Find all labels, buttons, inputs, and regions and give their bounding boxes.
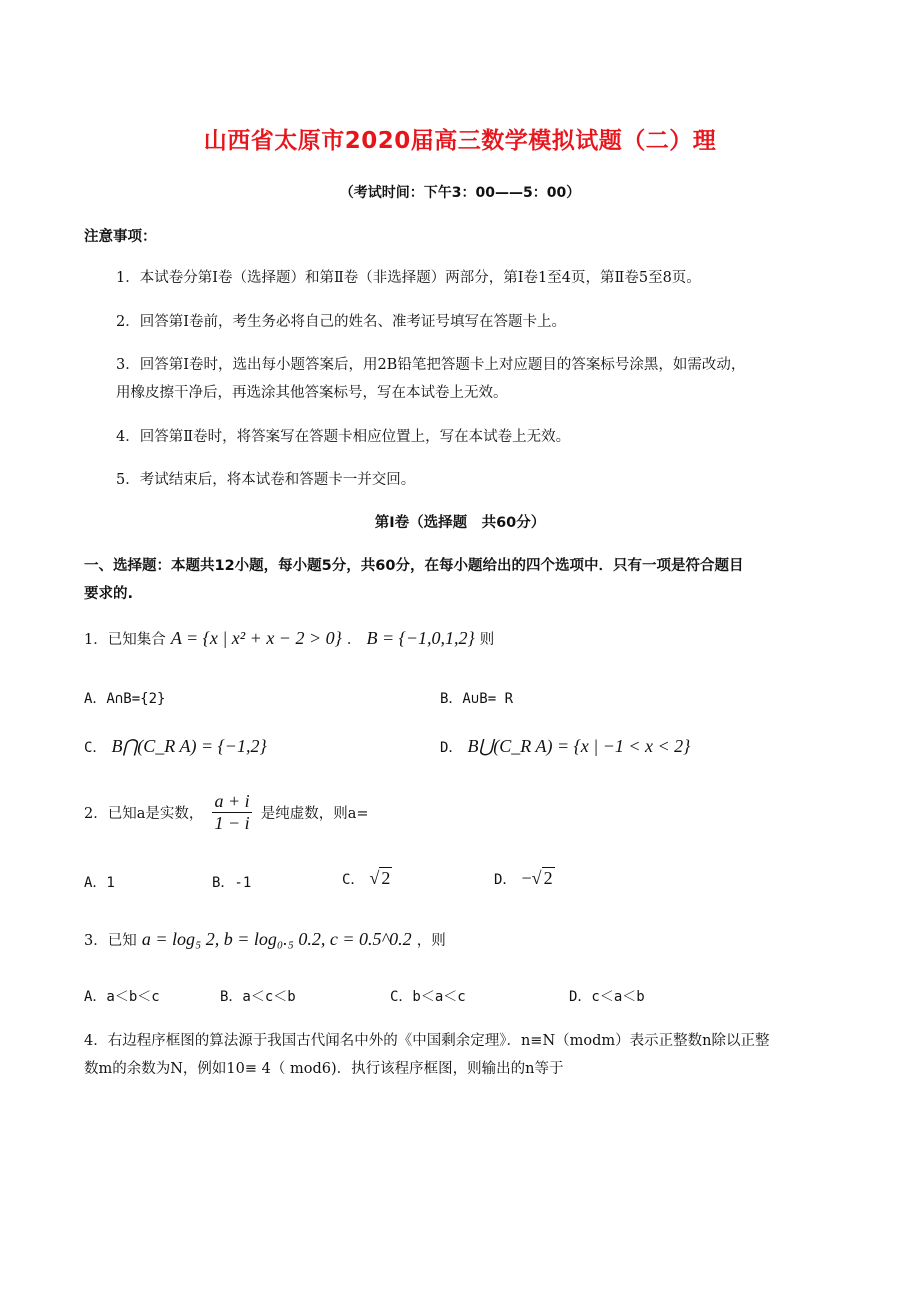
minus-sqrt-icon: −√: [521, 868, 542, 888]
note-item: 2．回答第Ⅰ卷前，考生务必将自己的姓名、准考证号填写在答题卡上。: [116, 314, 566, 330]
q3-option-d: D．c＜a＜b: [569, 989, 645, 1005]
q1-option-d-label: D．: [440, 740, 463, 756]
q2-option-c-label: C．: [342, 872, 365, 888]
q1-option-c-label: C．: [84, 740, 107, 756]
question-2: [84, 791, 369, 834]
q2-prefix: 2．已知a是实数，: [84, 806, 204, 822]
q2-option-c-value: 2: [381, 868, 391, 888]
note-item: 4．回答第Ⅱ卷时，将答案写在答题卡相应位置上，写在本试卷上无效。: [116, 429, 571, 445]
q1-set-b: B = {−1,0,1,2}: [366, 628, 475, 648]
note-item: 1．本试卷分第Ⅰ卷（选择题）和第Ⅱ卷（非选择题）两部分，第Ⅰ卷1至4页，第Ⅱ卷5至8页。: [116, 270, 701, 286]
exam-time: （考试时间：下午3：00——5：00）: [339, 185, 581, 201]
q2-denominator: 1 − i: [214, 813, 250, 833]
q1-option-c: [84, 736, 267, 757]
q2-option-d-label: D．: [494, 872, 517, 888]
q1-set-a: A = {x | x² + x − 2 > 0}: [170, 628, 342, 648]
q1-option-d-expr: B⋃(C_R A) = {x | −1 < x < 2}: [467, 736, 691, 756]
q2-option-d-value: 2: [543, 868, 553, 888]
q1-option-c-expr: B⋂(C_R A) = {−1,2}: [111, 736, 267, 756]
q3-option-c: C．b＜a＜c: [390, 989, 466, 1005]
q1-suffix: 则: [479, 632, 495, 648]
q3-option-b: B．a＜c＜b: [220, 989, 296, 1005]
q3-expression: a = log₅ 2, b = log₀.₅ 0.2, c = 0.5^0.2: [141, 929, 412, 949]
q3-option-a: A．a＜b＜c: [84, 989, 160, 1005]
question-1: [84, 628, 494, 649]
q1-sep: ．: [346, 632, 362, 648]
q3-suffix: ，则: [416, 933, 446, 949]
q2-option-d: [494, 868, 555, 889]
q3-prefix: 3．已知: [84, 933, 137, 949]
note-item: 3．回答第Ⅰ卷时，选出每小题答案后，用2B铅笔把答题卡上对应题目的答案标号涂黑，如需改动，: [116, 357, 746, 373]
sqrt-icon: √: [369, 868, 380, 888]
q1-prefix: 1．已知集合: [84, 632, 166, 648]
section1-instructions-cont: 要求的.: [84, 586, 134, 602]
q1-option-b: B．A∪B= R: [440, 691, 514, 707]
question-3: [84, 929, 446, 950]
question-4-cont: 数m的余数为N，例如10≡ 4（ mod6)．执行该程序框图，则输出的n等于: [84, 1061, 564, 1077]
part1-heading: 第Ⅰ卷（选择题 共60分）: [374, 515, 546, 531]
note-item: 5．考试结束后，将本试卷和答题卡一并交回。: [116, 472, 416, 488]
section1-instructions: 一、选择题：本题共12小题，每小题5分，共60分，在每小题给出的四个选项中．只有一项是符合题目: [84, 558, 744, 574]
q1-option-a: A．A∩B={2}: [84, 691, 166, 707]
note-item: 用橡皮擦干净后，再选涂其他答案标号，写在本试卷上无效。: [116, 385, 508, 401]
q2-suffix: 是纯虚数，则a=: [260, 806, 369, 822]
q2-option-c: [342, 868, 392, 889]
q2-option-b: B．-1: [212, 875, 252, 891]
q2-numerator: a + i: [214, 791, 250, 811]
q2-fraction: [212, 791, 251, 834]
notes-heading: 注意事项：: [84, 229, 157, 245]
page-title: 山西省太原市2020届高三数学模拟试题（二）理: [203, 128, 717, 154]
q2-option-a: A．1: [84, 875, 115, 891]
q1-option-d: [440, 736, 690, 757]
question-4: 4．右边程序框图的算法源于我国古代闻名中外的《中国剩余定理》．n≡N（modm）表示正整数n除以正整: [84, 1033, 770, 1049]
